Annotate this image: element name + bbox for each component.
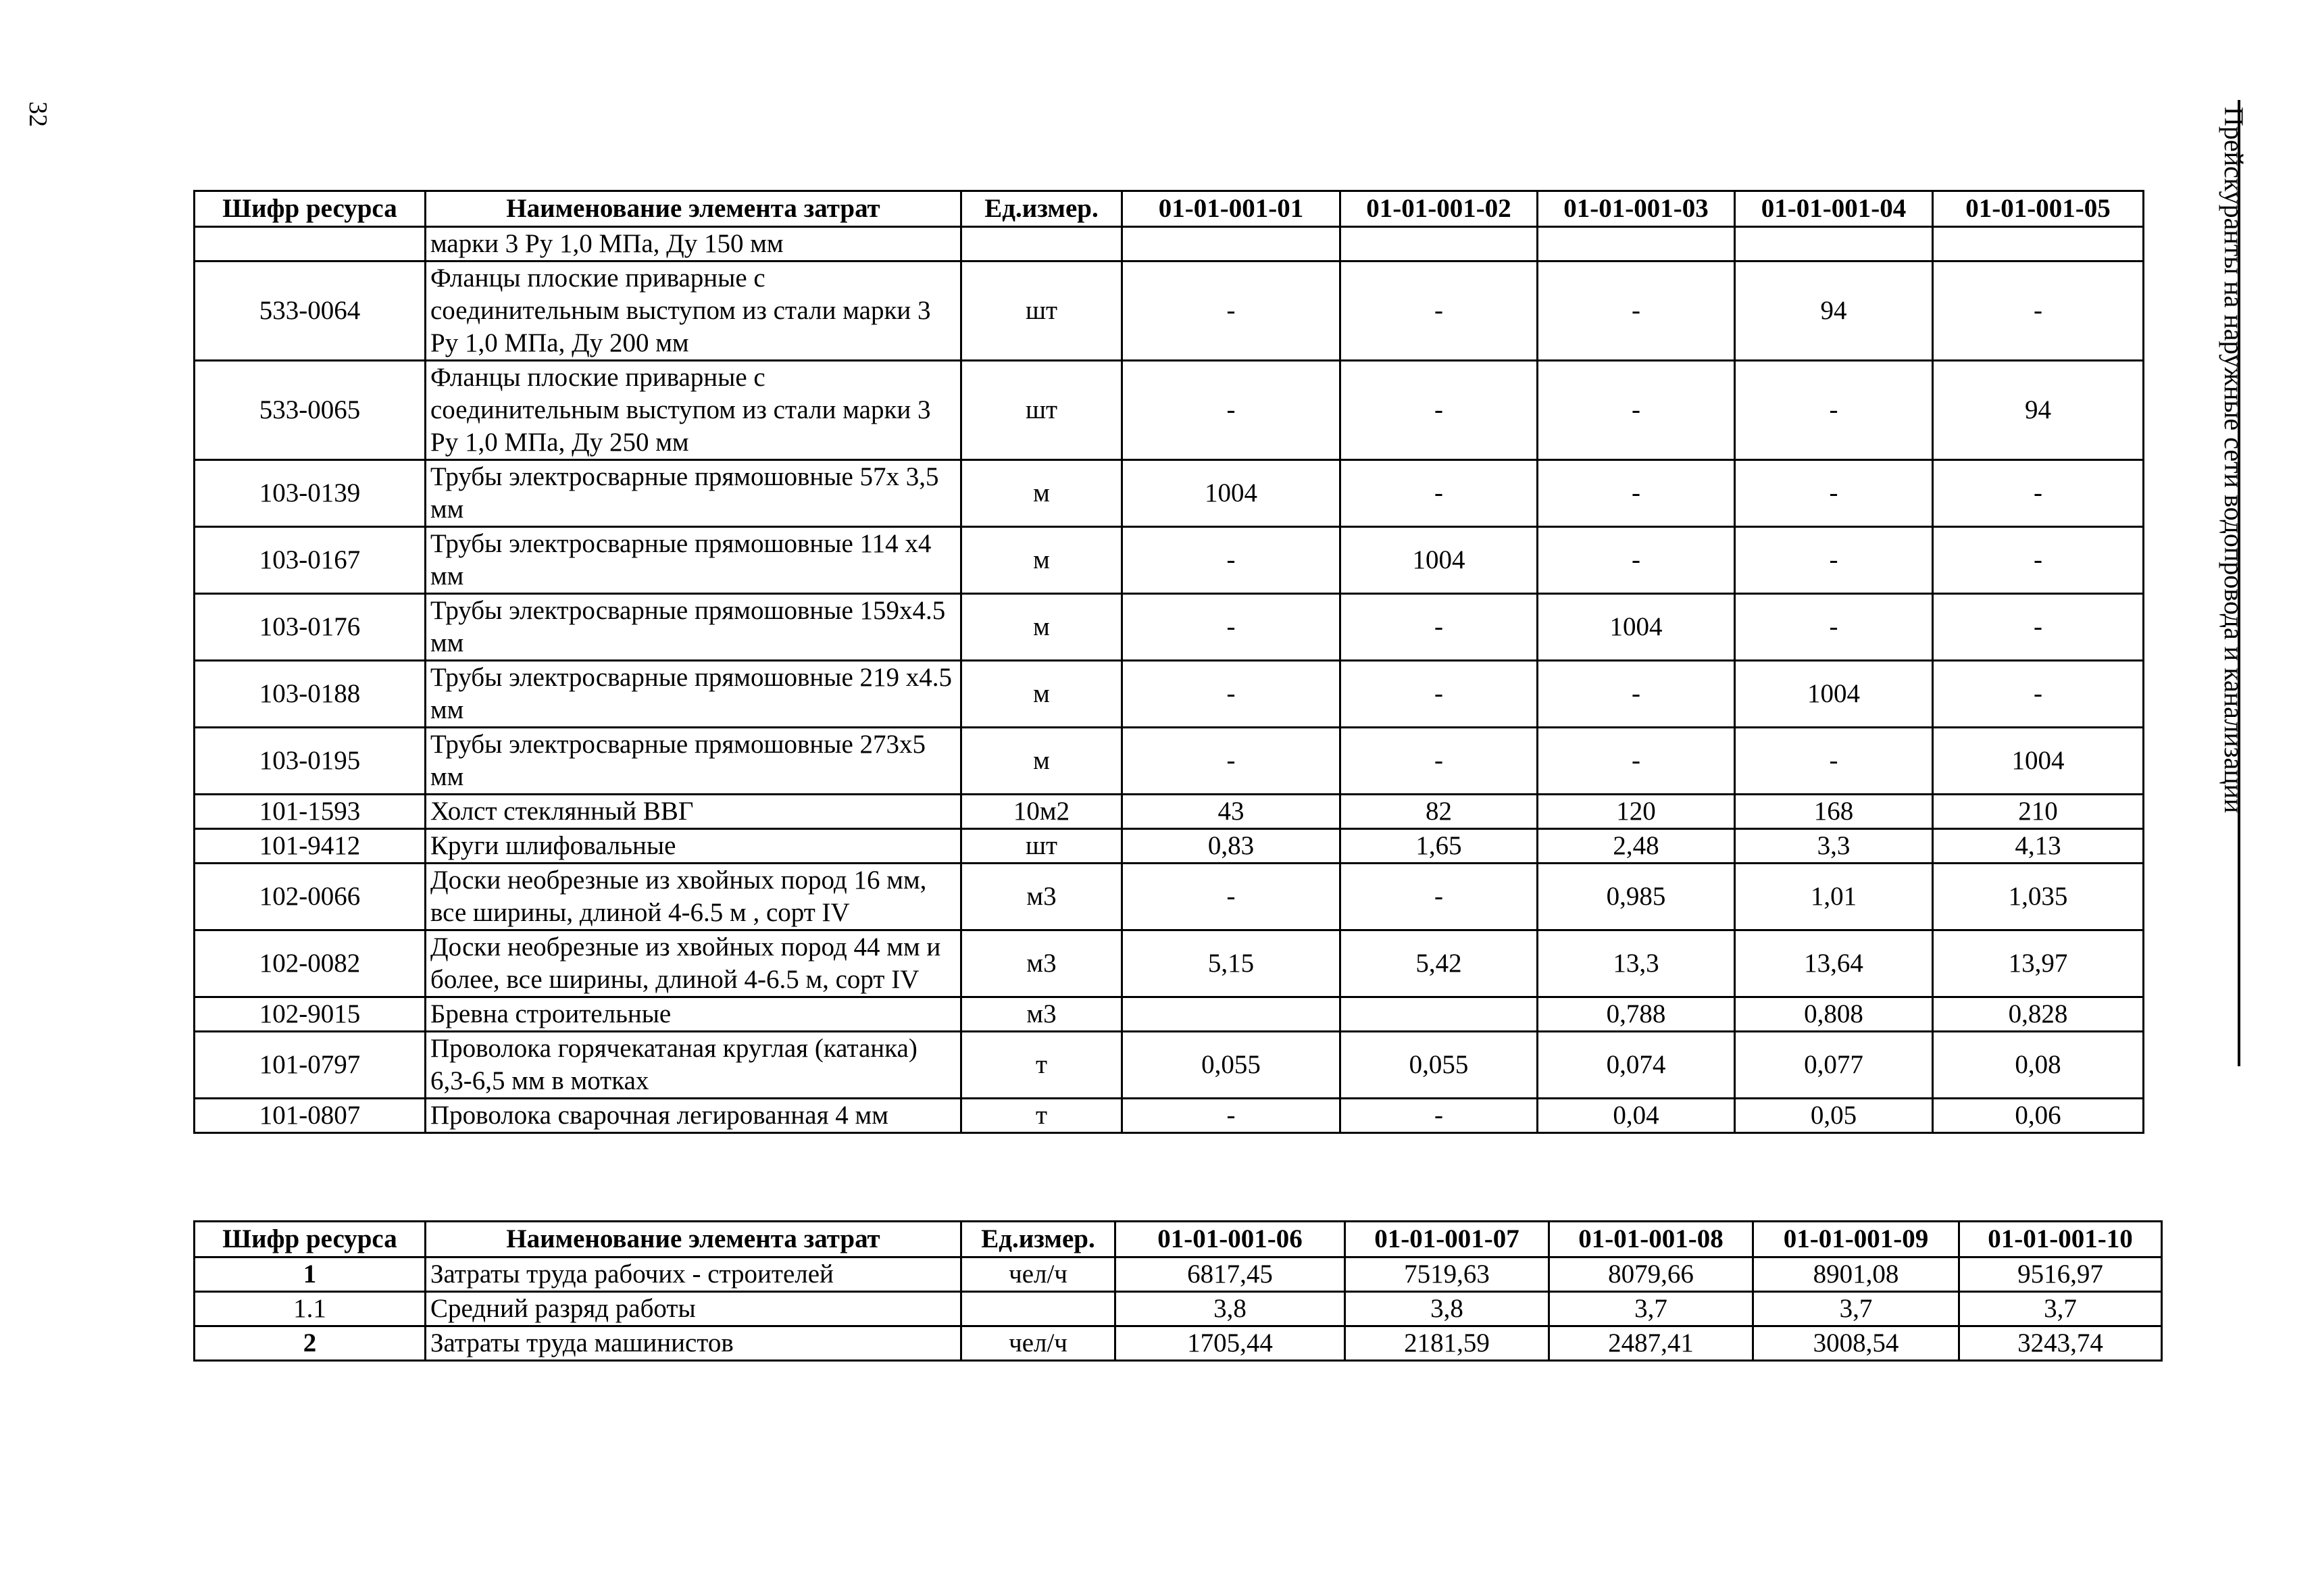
cell-value: - bbox=[1933, 460, 2144, 527]
header-col-4: 01-01-001-04 bbox=[1735, 191, 1933, 227]
table-row bbox=[195, 460, 2144, 527]
cell-value: - bbox=[1538, 527, 1735, 594]
cell-name: Трубы электросварные прямошовные 159х4.5 мм bbox=[426, 594, 961, 661]
header-unit: Ед.измер. bbox=[961, 191, 1122, 227]
cell-value: - bbox=[1735, 527, 1933, 594]
cell-value: 3,7 bbox=[1753, 1292, 1959, 1326]
cell-name: Трубы электросварные прямошовные 273х5 мм bbox=[426, 728, 961, 795]
cell-value: - bbox=[1340, 661, 1538, 728]
table-row bbox=[195, 795, 2144, 829]
cell-value: - bbox=[1122, 261, 1340, 361]
cell-code: 103-0139 bbox=[195, 460, 426, 527]
header-col-9: 01-01-001-09 bbox=[1753, 1222, 1959, 1257]
cell-value: 13,3 bbox=[1538, 930, 1735, 997]
cell-value: 8901,08 bbox=[1753, 1257, 1959, 1292]
cell-value: 1705,44 bbox=[1115, 1326, 1345, 1361]
cell-value: 6817,45 bbox=[1115, 1257, 1345, 1292]
cell-name: Трубы электросварные прямошовные 114 х4 мм bbox=[426, 527, 961, 594]
cell-value: 1004 bbox=[1122, 460, 1340, 527]
cell-value: - bbox=[1735, 728, 1933, 795]
cell-value: - bbox=[1538, 361, 1735, 460]
cell-unit: чел/ч bbox=[961, 1257, 1115, 1292]
labor-table bbox=[193, 1220, 2163, 1362]
cell-unit: м bbox=[961, 728, 1122, 795]
header-col-10: 01-01-001-10 bbox=[1959, 1222, 2162, 1257]
cell-value: - bbox=[1340, 361, 1538, 460]
cell-unit: чел/ч bbox=[961, 1326, 1115, 1361]
cell-value: 7519,63 bbox=[1345, 1257, 1549, 1292]
cell-name: Доски необрезные из хвойных пород 44 мм и более, все ширины, длиной 4-6.5 м, сорт IV bbox=[426, 930, 961, 997]
cell-value: - bbox=[1340, 261, 1538, 361]
cell-code: 533-0064 bbox=[195, 261, 426, 361]
cell-value: 0,985 bbox=[1538, 864, 1735, 930]
cell-value: 82 bbox=[1340, 795, 1538, 829]
table-header-row bbox=[195, 191, 2144, 227]
cell-value: 94 bbox=[1735, 261, 1933, 361]
cell-unit: м3 bbox=[961, 930, 1122, 997]
cell-code: 102-9015 bbox=[195, 997, 426, 1032]
table-row bbox=[195, 864, 2144, 930]
cell-value: 9516,97 bbox=[1959, 1257, 2162, 1292]
cell-unit: м bbox=[961, 594, 1122, 661]
cell-value: 1004 bbox=[1735, 661, 1933, 728]
table-row bbox=[195, 594, 2144, 661]
cell-value: - bbox=[1933, 261, 2144, 361]
cell-value bbox=[1122, 997, 1340, 1032]
cell-value: 2181,59 bbox=[1345, 1326, 1549, 1361]
cell-value: - bbox=[1340, 594, 1538, 661]
cell-value: - bbox=[1122, 361, 1340, 460]
header-col-7: 01-01-001-07 bbox=[1345, 1222, 1549, 1257]
side-title: Прейскуранты на наружные сети водопровода и канализации bbox=[2219, 107, 2249, 814]
cell-name: Затраты труда рабочих - строителей bbox=[426, 1257, 961, 1292]
cell-value: 3008,54 bbox=[1753, 1326, 1959, 1361]
cell-name: Холст стеклянный ВВГ bbox=[426, 795, 961, 829]
cell-name: Доски необрезные из хвойных пород 16 мм, все ширины, длиной 4-6.5 м , сорт IV bbox=[426, 864, 961, 930]
header-col-8: 01-01-001-08 bbox=[1549, 1222, 1753, 1257]
cell-name: Трубы электросварные прямошовные 219 х4.5 мм bbox=[426, 661, 961, 728]
cell-name: Средний разряд работы bbox=[426, 1292, 961, 1326]
cell-code: 102-0082 bbox=[195, 930, 426, 997]
cell-value: 8079,66 bbox=[1549, 1257, 1753, 1292]
cell-value: 43 bbox=[1122, 795, 1340, 829]
cell-unit: м bbox=[961, 527, 1122, 594]
cell-value: 3,7 bbox=[1959, 1292, 2162, 1326]
cell-value: - bbox=[1538, 661, 1735, 728]
table-row bbox=[195, 1032, 2144, 1099]
cell-value: - bbox=[1340, 1099, 1538, 1133]
cell-code: 103-0195 bbox=[195, 728, 426, 795]
table-row bbox=[195, 1326, 2162, 1361]
cell-unit: м3 bbox=[961, 997, 1122, 1032]
header-col-3: 01-01-001-03 bbox=[1538, 191, 1735, 227]
table-row bbox=[195, 661, 2144, 728]
cell-unit: м3 bbox=[961, 864, 1122, 930]
cell-code: 103-0176 bbox=[195, 594, 426, 661]
cell-value: - bbox=[1538, 261, 1735, 361]
cell-value: - bbox=[1340, 460, 1538, 527]
cell-value: 3,8 bbox=[1345, 1292, 1549, 1326]
cell-value: 0,788 bbox=[1538, 997, 1735, 1032]
header-col-5: 01-01-001-05 bbox=[1933, 191, 2144, 227]
cell-unit bbox=[961, 1292, 1115, 1326]
cell-unit: 10м2 bbox=[961, 795, 1122, 829]
cell-name: Фланцы плоские приварные с соединительным выступом из стали марки 3 Ру 1,0 МПа, Ду 250 мм bbox=[426, 361, 961, 460]
cell-value: - bbox=[1340, 864, 1538, 930]
cell-name: Проволока горячекатаная круглая (катанка) 6,3-6,5 мм в мотках bbox=[426, 1032, 961, 1099]
cell-value bbox=[1538, 227, 1735, 261]
header-code: Шифр ресурса bbox=[195, 191, 426, 227]
cell-value: 5,42 bbox=[1340, 930, 1538, 997]
cell-value bbox=[1340, 227, 1538, 261]
table-row bbox=[195, 930, 2144, 997]
cell-value: 1,65 bbox=[1340, 829, 1538, 864]
cell-value: 0,08 bbox=[1933, 1032, 2144, 1099]
table-row bbox=[195, 728, 2144, 795]
cell-value: - bbox=[1122, 1099, 1340, 1133]
cell-value: - bbox=[1735, 361, 1933, 460]
cell-value: 0,828 bbox=[1933, 997, 2144, 1032]
header-unit: Ед.измер. bbox=[961, 1222, 1115, 1257]
cell-value: - bbox=[1340, 728, 1538, 795]
cell-code: 1 bbox=[195, 1257, 426, 1292]
cell-unit bbox=[961, 227, 1122, 261]
cell-code: 103-0188 bbox=[195, 661, 426, 728]
cell-name: Проволока сварочная легированная 4 мм bbox=[426, 1099, 961, 1133]
cell-value bbox=[1340, 997, 1538, 1032]
table-row bbox=[195, 829, 2144, 864]
cell-value: - bbox=[1735, 460, 1933, 527]
cell-name: Бревна строительные bbox=[426, 997, 961, 1032]
table-row bbox=[195, 261, 2144, 361]
cell-value: 1,01 bbox=[1735, 864, 1933, 930]
cell-value: 94 bbox=[1933, 361, 2144, 460]
cell-value: - bbox=[1933, 661, 2144, 728]
resource-table bbox=[193, 190, 2144, 1134]
table-row bbox=[195, 527, 2144, 594]
header-col-1: 01-01-001-01 bbox=[1122, 191, 1340, 227]
cell-value: 0,83 bbox=[1122, 829, 1340, 864]
cell-value: - bbox=[1122, 594, 1340, 661]
cell-value: 2,48 bbox=[1538, 829, 1735, 864]
cell-value: - bbox=[1735, 594, 1933, 661]
header-code: Шифр ресурса bbox=[195, 1222, 426, 1257]
cell-code: 101-1593 bbox=[195, 795, 426, 829]
cell-value: - bbox=[1122, 728, 1340, 795]
table-header-row bbox=[195, 1222, 2162, 1257]
cell-unit: т bbox=[961, 1032, 1122, 1099]
cell-value: 1004 bbox=[1340, 527, 1538, 594]
cell-code: 103-0167 bbox=[195, 527, 426, 594]
cell-value: 3243,74 bbox=[1959, 1326, 2162, 1361]
cell-value: 0,055 bbox=[1122, 1032, 1340, 1099]
header-col-6: 01-01-001-06 bbox=[1115, 1222, 1345, 1257]
cell-value: 0,04 bbox=[1538, 1099, 1735, 1133]
cell-unit: м bbox=[961, 661, 1122, 728]
cell-name: марки 3 Ру 1,0 МПа, Ду 150 мм bbox=[426, 227, 961, 261]
cell-value: - bbox=[1538, 728, 1735, 795]
table-row bbox=[195, 1292, 2162, 1326]
cell-value: 3,7 bbox=[1549, 1292, 1753, 1326]
cell-name: Трубы электросварные прямошовные 57х 3,5 мм bbox=[426, 460, 961, 527]
cell-value bbox=[1122, 227, 1340, 261]
cell-code: 101-0797 bbox=[195, 1032, 426, 1099]
cell-code: 1.1 bbox=[195, 1292, 426, 1326]
cell-value: 3,3 bbox=[1735, 829, 1933, 864]
cell-code: 533-0065 bbox=[195, 361, 426, 460]
cell-value: 4,13 bbox=[1933, 829, 2144, 864]
cell-unit: шт bbox=[961, 829, 1122, 864]
cell-code: 2 bbox=[195, 1326, 426, 1361]
cell-code: 101-0807 bbox=[195, 1099, 426, 1133]
page-number: 32 bbox=[24, 101, 52, 127]
cell-value: - bbox=[1933, 527, 2144, 594]
cell-value: - bbox=[1122, 864, 1340, 930]
cell-value: 120 bbox=[1538, 795, 1735, 829]
cell-value: - bbox=[1122, 661, 1340, 728]
cell-value: 168 bbox=[1735, 795, 1933, 829]
cell-value: 13,97 bbox=[1933, 930, 2144, 997]
cell-value: - bbox=[1122, 527, 1340, 594]
cell-code: 101-9412 bbox=[195, 829, 426, 864]
cell-value: 0,808 bbox=[1735, 997, 1933, 1032]
cell-value: 2487,41 bbox=[1549, 1326, 1753, 1361]
cell-value: 13,64 bbox=[1735, 930, 1933, 997]
cell-value bbox=[1933, 227, 2144, 261]
table-row bbox=[195, 997, 2144, 1032]
cell-value: 3,8 bbox=[1115, 1292, 1345, 1326]
cell-value: 0,055 bbox=[1340, 1032, 1538, 1099]
cell-unit: м bbox=[961, 460, 1122, 527]
cell-code: 102-0066 bbox=[195, 864, 426, 930]
table-row bbox=[195, 227, 2144, 261]
cell-value: 0,05 bbox=[1735, 1099, 1933, 1133]
table-row bbox=[195, 1257, 2162, 1292]
cell-value: 1004 bbox=[1933, 728, 2144, 795]
cell-unit: шт bbox=[961, 361, 1122, 460]
cell-name: Фланцы плоские приварные с соединительным выступом из стали марки 3 Ру 1,0 МПа, Ду 200 мм bbox=[426, 261, 961, 361]
cell-value: 0,077 bbox=[1735, 1032, 1933, 1099]
cell-name: Затраты труда машинистов bbox=[426, 1326, 961, 1361]
table-row bbox=[195, 1099, 2144, 1133]
cell-name: Круги шлифовальные bbox=[426, 829, 961, 864]
cell-value: 1,035 bbox=[1933, 864, 2144, 930]
table-row bbox=[195, 361, 2144, 460]
cell-unit: шт bbox=[961, 261, 1122, 361]
cell-value: 1004 bbox=[1538, 594, 1735, 661]
cell-value: - bbox=[1538, 460, 1735, 527]
cell-value: 5,15 bbox=[1122, 930, 1340, 997]
cell-value: 0,074 bbox=[1538, 1032, 1735, 1099]
cell-value: 0,06 bbox=[1933, 1099, 2144, 1133]
header-col-2: 01-01-001-02 bbox=[1340, 191, 1538, 227]
cell-unit: т bbox=[961, 1099, 1122, 1133]
header-name: Наименование элемента затрат bbox=[426, 1222, 961, 1257]
cell-value: - bbox=[1933, 594, 2144, 661]
header-name: Наименование элемента затрат bbox=[426, 191, 961, 227]
cell-code bbox=[195, 227, 426, 261]
cell-value bbox=[1735, 227, 1933, 261]
cell-value: 210 bbox=[1933, 795, 2144, 829]
